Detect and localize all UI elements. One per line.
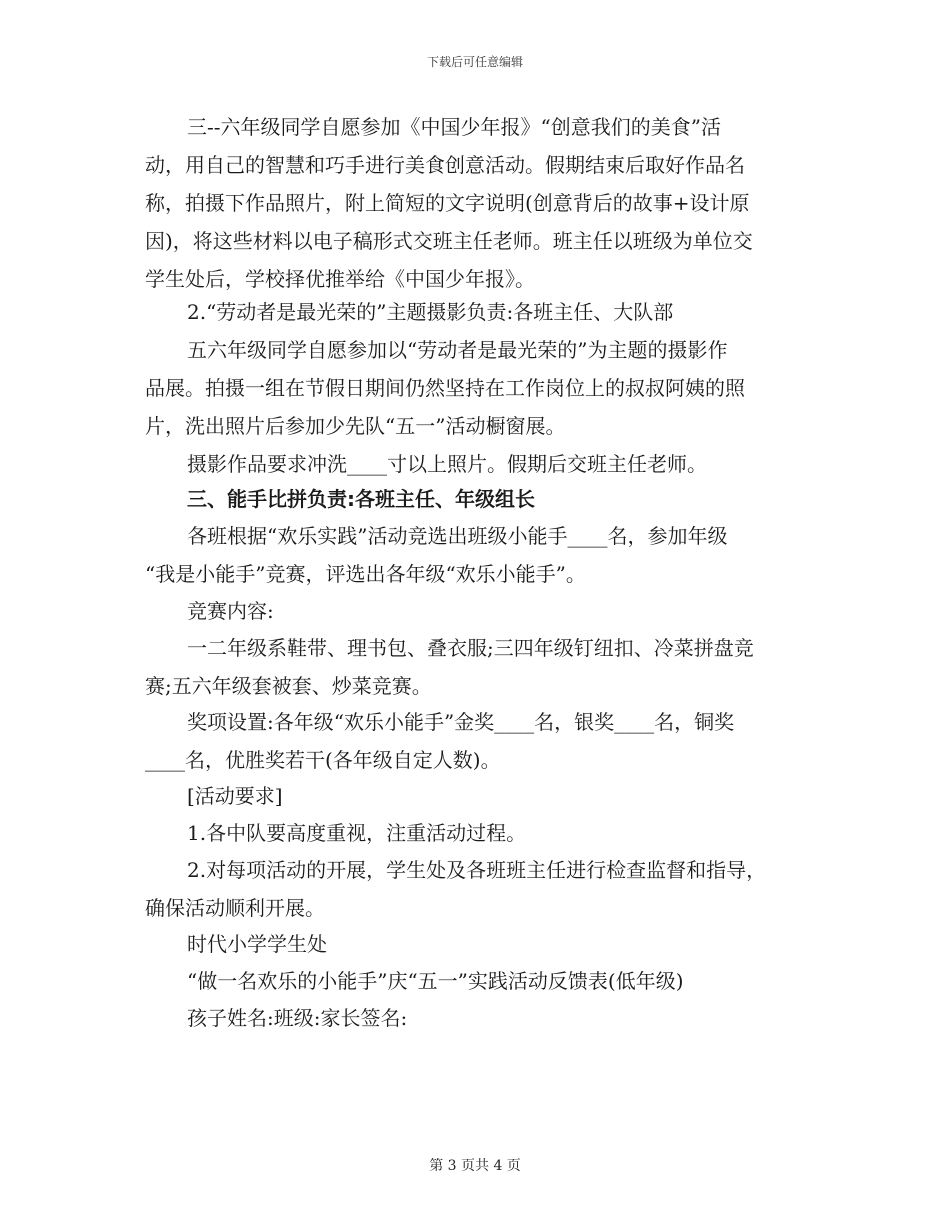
paragraph-line: 因)，将这些材料以电子稿形式交班主任老师。班主任以班级为单位交 (145, 229, 753, 253)
page-number: 第 3 页共 4 页 (429, 1158, 521, 1174)
paragraph-line: 学生处后，学校择优推举给《中国少年报》。 (145, 267, 535, 291)
header-note: 下载后可任意编辑 (426, 55, 523, 69)
paragraph-line: 赛;五六年级套被套、炒菜竞赛。 (145, 674, 432, 698)
paragraph-line: 奖项设置:各年级“欢乐小能手”金奖____名，银奖____名，铜奖 (187, 710, 735, 734)
paragraph-line: 品展。拍摄一组在节假日期间仍然坚持在工作岗位上的叔叔阿姨的照 (145, 376, 745, 400)
paragraph-line: 三--六年级同学自愿参加《中国少年报》“创意我们的美食”活 (187, 115, 721, 139)
section-heading: 三、能手比拼负责:各班主任、年级组长 (187, 487, 535, 511)
item-heading: 2.“劳动者是最光荣的”主题摄影负责:各班主任、大队部 (187, 300, 674, 324)
paragraph-line: 摄影作品要求冲洗____寸以上照片。假期后交班主任老师。 (187, 452, 707, 476)
paragraph-line: 动，用自己的智慧和巧手进行美食创意活动。假期结束后取好作品名 (145, 153, 745, 177)
paragraph-line: ____名，优胜奖若干(各年级自定人数)。 (145, 748, 501, 772)
paragraph-line: 竞赛内容: (187, 599, 274, 623)
form-title: “做一名欢乐的小能手”庆“五一”实践活动反馈表(低年级) (187, 969, 684, 993)
signature-line: 时代小学学生处 (187, 932, 327, 956)
paragraph-line: [活动要求] (187, 784, 283, 808)
paragraph-line: 片，洗出照片后参加少先队“五一”活动橱窗展。 (145, 414, 566, 438)
requirement-item: 2.对每项活动的开展，学生处及各班班主任进行检查监督和指导， (187, 858, 767, 882)
paragraph-line: 称，拍摄下作品照片，附上简短的文字说明(创意背后的故事+设计原 (145, 191, 750, 215)
form-fields: 孩子姓名:班级:家长签名: (187, 1006, 408, 1030)
requirement-item: 1.各中队要高度重视，注重活动过程。 (187, 821, 527, 845)
paragraph-line: 各班根据“欢乐实践”活动竞选出班级小能手____名，参加年级 (187, 524, 728, 548)
paragraph-line: 确保活动顺利开展。 (145, 896, 325, 920)
paragraph-line: 一二年级系鞋带、理书包、叠衣服;三四年级钉纽扣、冷菜拼盘竞 (187, 636, 754, 660)
paragraph-line: 五六年级同学自愿参加以“劳动者是最光荣的”为主题的摄影作 (187, 338, 728, 362)
paragraph-line: “我是小能手”竞赛，评选出各年级“欢乐小能手”。 (145, 562, 586, 586)
